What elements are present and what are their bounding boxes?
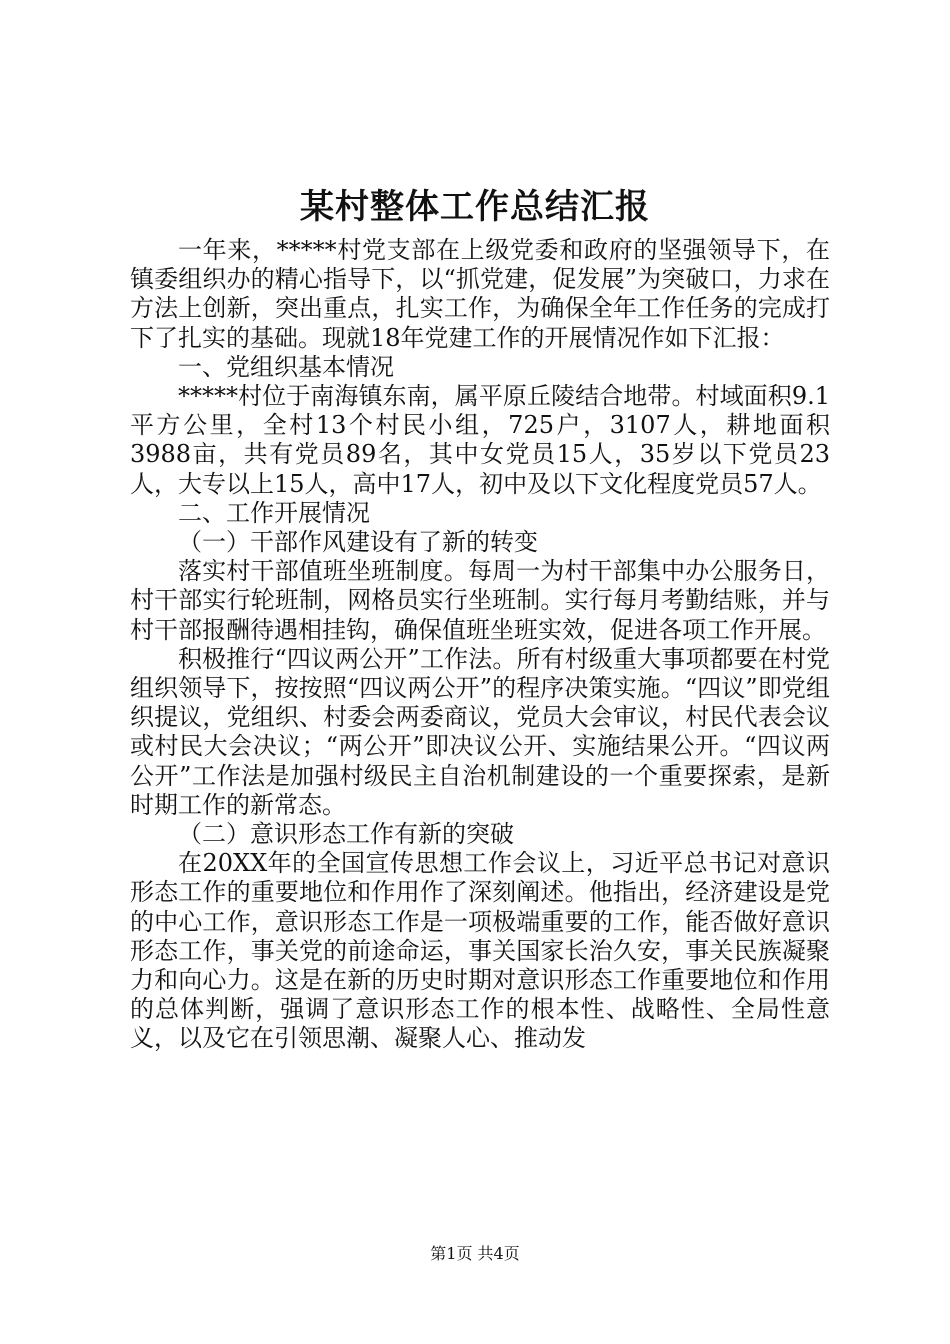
section-heading-2: 二、工作开展情况 — [178, 498, 370, 527]
body-paragraph: 在20XX年的全国宣传思想工作会议上，习近平总书记对意识形态工作的重要地位和作用作了深刻阐述。他指出，经济建设是党的中心工作，意识形态工作是一项极端重要的工作，能否做好意识形态工作，事关党的前途命运，事关国家长治久安，事关民族凝聚力和向心力。这是在新的历史时期对意识形态工作重要地位和作用的总体判断，强调了意识形态工作的根本性、战略性、全局性意义，以及它在引领思潮、凝聚人心、推动发 — [130, 849, 830, 1053]
page-footer: 第1页 共4页 — [430, 1244, 520, 1263]
subsection-heading-2: （二）意识形态工作有新的突破 — [178, 820, 514, 849]
document-title: 某村整体工作总结汇报 — [300, 187, 650, 227]
body-paragraph: *****村位于南海镇东南，属平原丘陵结合地带。村域面积9.1平方公里，全村13个村民小组，725户，3107人，耕地面积3988亩，共有党员89名，其中女党员15人，35岁以下党员23人，大专以上15人，高中17人，初中及以下文化程度党员57人。 — [130, 382, 830, 498]
document-body — [130, 236, 830, 1054]
subsection-heading-1: （一）干部作风建设有了新的转变 — [178, 528, 538, 557]
intro-paragraph: 一年来，*****村党支部在上级党委和政府的坚强领导下，在镇委组织办的精心指导下，以“抓党建，促发展”为突破口，力求在方法上创新，突出重点，扎实工作，为确保全年工作任务的完成打下了扎实的基础。现就18年党建工作的开展情况作如下汇报： — [130, 236, 830, 352]
body-paragraph: 落实村干部值班坐班制度。每周一为村干部集中办公服务日，村干部实行轮班制，网格员实行坐班制。实行每月考勤结账，并与村干部报酬待遇相挂钩，确保值班坐班实效，促进各项工作开展。 — [130, 557, 830, 644]
section-heading-1: 一、党组织基本情况 — [178, 352, 394, 381]
body-paragraph: 积极推行“四议两公开”工作法。所有村级重大事项都要在村党组织领导下，按按照“四议两公开”的程序决策实施。“四议”即党组织提议，党组织、村委会两委商议，党员大会审议，村民代表会议或村民大会决议；“两公开”即决议公开、实施结果公开。“四议两公开”工作法是加强村级民主自治机制建设的一个重要探索，是新时期工作的新常态。 — [130, 644, 830, 819]
